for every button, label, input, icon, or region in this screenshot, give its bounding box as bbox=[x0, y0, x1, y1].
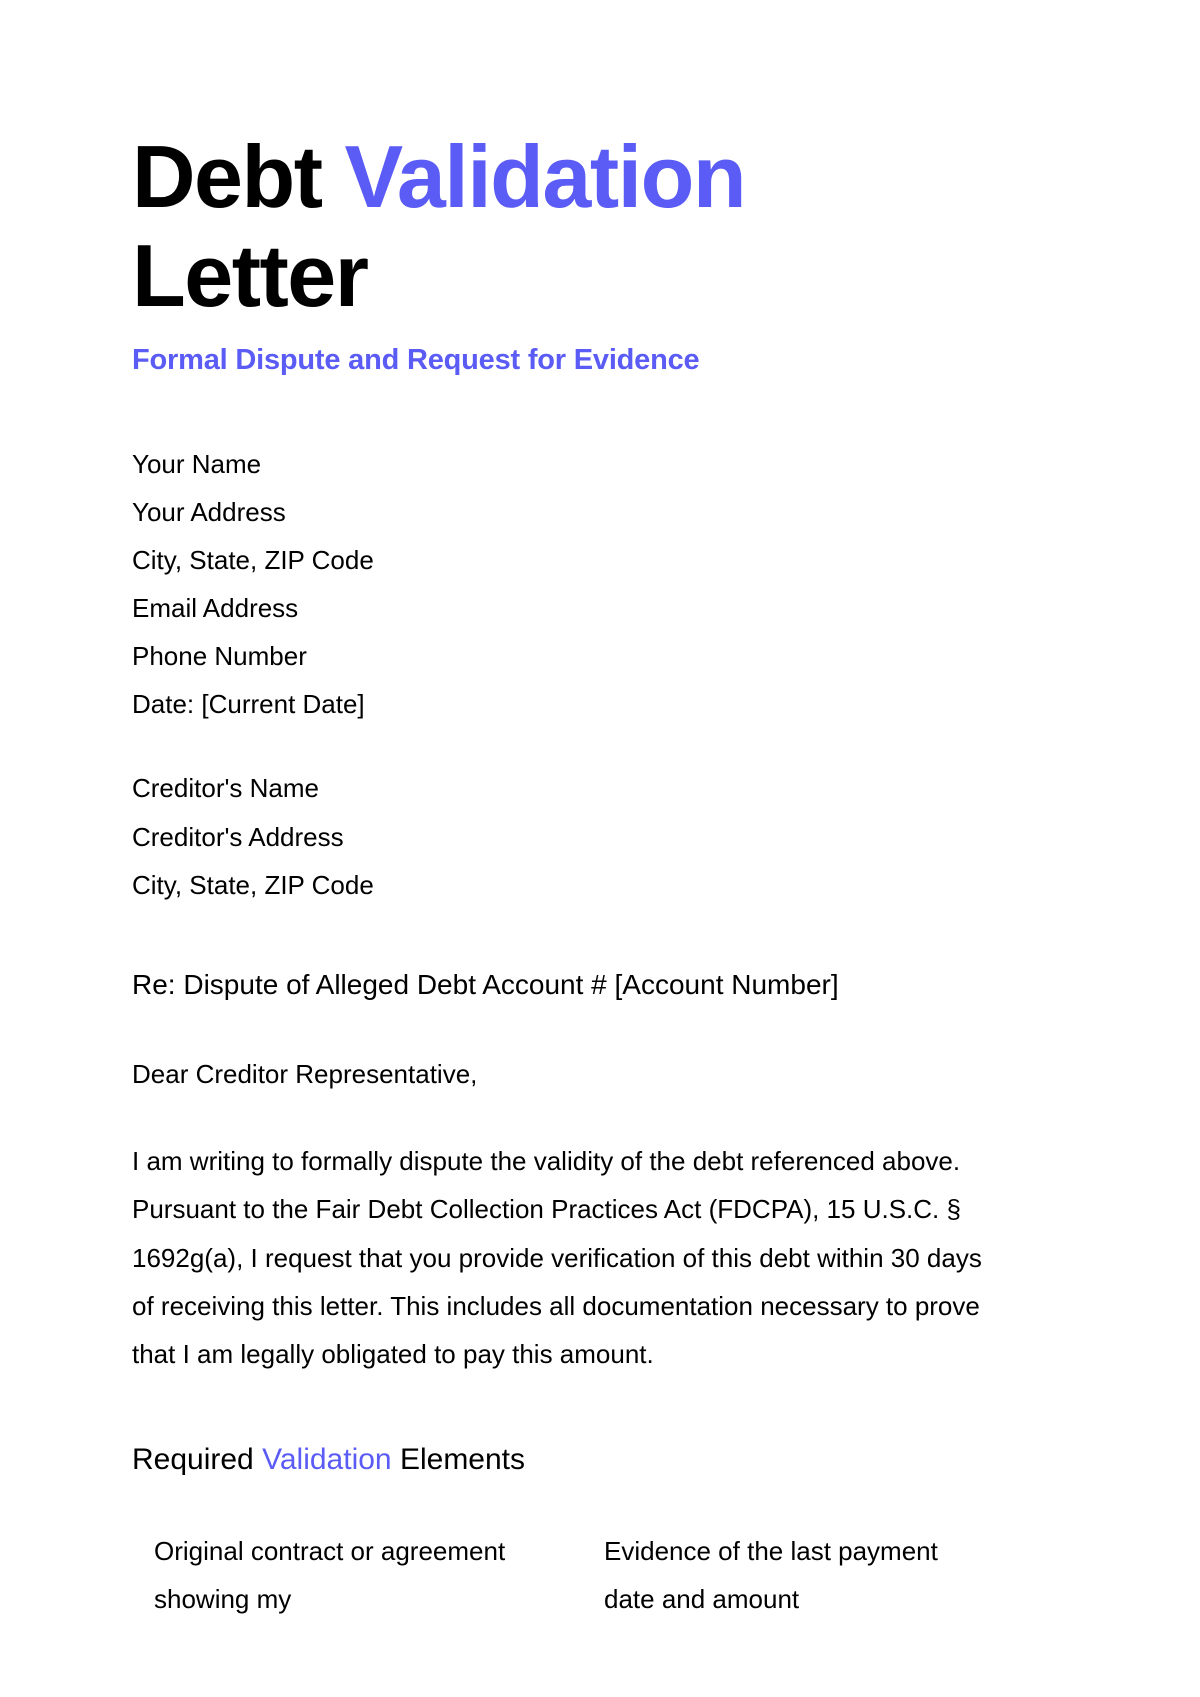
creditor-city-state-zip: City, State, ZIP Code bbox=[132, 869, 374, 900]
list-item: Evidence of the last payment date and amount bbox=[604, 1535, 938, 1614]
heading-segment-plain-2: Elements bbox=[391, 1442, 526, 1476]
document-content bbox=[132, 128, 1012, 1653]
creditor-address: Creditor's Address bbox=[132, 821, 344, 852]
title-segment-plain-2: Letter bbox=[132, 225, 368, 325]
page-title bbox=[132, 128, 792, 325]
body-paragraph-1: I am writing to formally dispute the validity of the debt referenced above. Pursuant to the Fair Debt Collection Practices Act (FDCPA), 15 U.S.C. § 1692g(a), I request that you provide verification of this debt within 30 days of receiving this letter. This includes all documentation necessary to prove that I am legally obligated to pay this amount. bbox=[132, 1146, 982, 1369]
recipient-address-block bbox=[132, 764, 1012, 908]
title-segment-accent: Validation bbox=[344, 127, 746, 226]
page-subtitle: Formal Dispute and Request for Evidence bbox=[132, 344, 700, 377]
subject-line: Re: Dispute of Alleged Debt Account # [Account Number] bbox=[132, 968, 839, 1000]
heading-segment-accent: Validation bbox=[262, 1442, 392, 1476]
validation-section-heading bbox=[132, 1440, 1012, 1479]
list-item: Original contract or agreement showing my bbox=[154, 1535, 506, 1614]
validation-elements-grid bbox=[154, 1527, 1014, 1653]
sender-city-state-zip: City, State, ZIP Code bbox=[132, 545, 374, 576]
sender-email: Email Address bbox=[132, 593, 299, 624]
validation-elements-column-right bbox=[604, 1527, 984, 1653]
sender-phone: Phone Number bbox=[132, 641, 307, 672]
creditor-name: Creditor's Name bbox=[132, 773, 320, 804]
sender-address-block bbox=[132, 440, 1012, 729]
validation-elements-column-left bbox=[154, 1527, 534, 1653]
heading-segment-plain-1: Required bbox=[132, 1442, 263, 1476]
sender-name: Your Name bbox=[132, 448, 262, 479]
title-segment-plain-1: Debt bbox=[132, 127, 345, 226]
sender-address: Your Address bbox=[132, 496, 286, 527]
letter-date: Date: [Current Date] bbox=[132, 689, 365, 720]
salutation: Dear Creditor Representative, bbox=[132, 1058, 478, 1089]
